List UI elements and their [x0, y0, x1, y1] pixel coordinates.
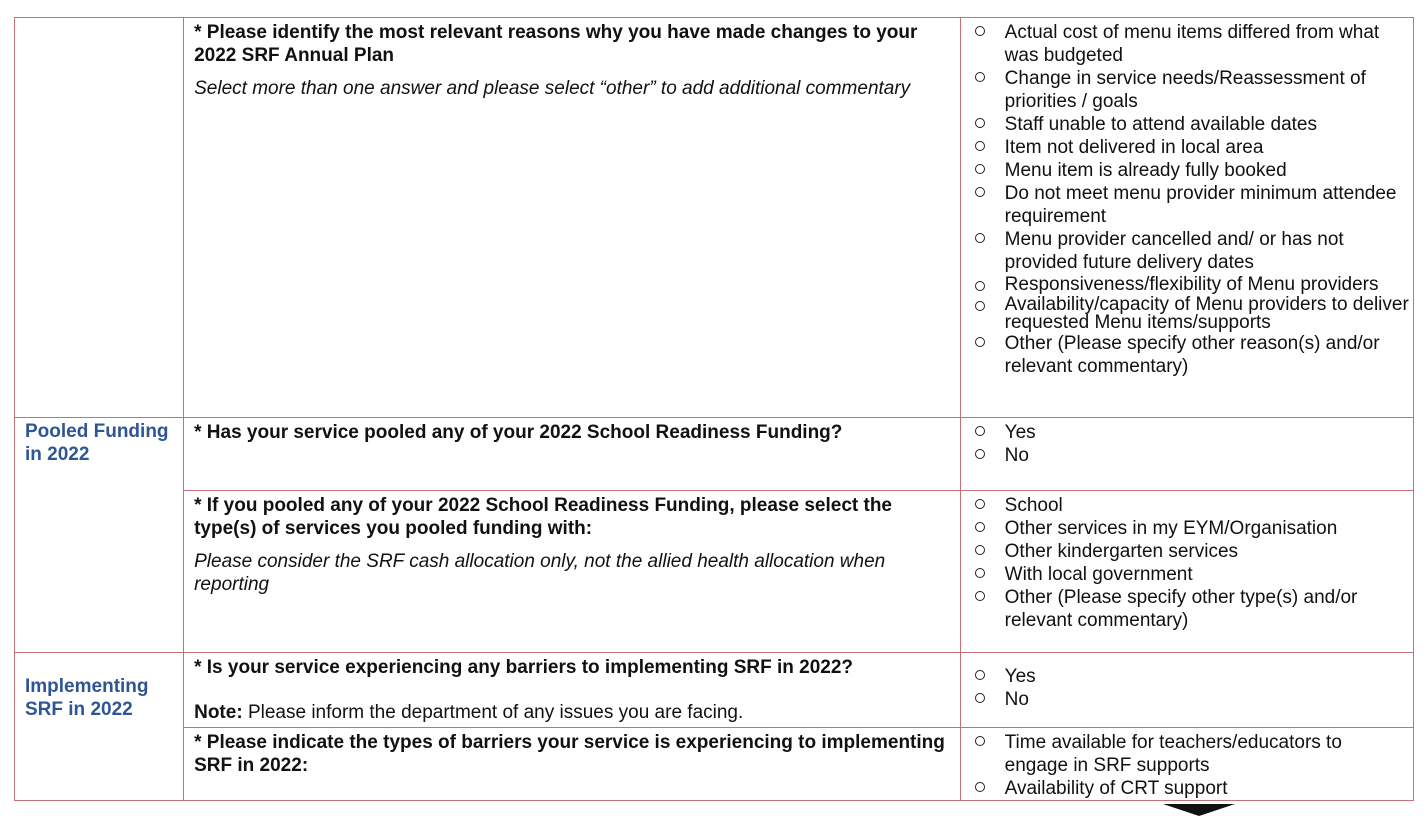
- option-label: Yes: [1004, 666, 1036, 687]
- options-cell: [960, 18, 1413, 418]
- option-item[interactable]: [1005, 276, 1409, 294]
- option-item[interactable]: [1005, 296, 1409, 332]
- option-label: Item not delivered in local area: [1004, 137, 1264, 158]
- section-title-implementing: Implementing SRF in 2022: [25, 676, 149, 720]
- option-item[interactable]: [1005, 421, 1409, 444]
- options-barriers: [961, 653, 1413, 711]
- options-cell: [960, 491, 1413, 653]
- option-label: Availability/capacity of Menu providers to deliver requested Menu items/supports: [1004, 294, 1409, 333]
- options-pooled-types: [961, 491, 1413, 632]
- radio-circle-icon[interactable]: [975, 118, 985, 128]
- radio-circle-icon[interactable]: [975, 164, 985, 174]
- row-barriers: [15, 653, 1414, 728]
- option-item[interactable]: [1005, 136, 1409, 159]
- radio-circle-icon[interactable]: [975, 281, 985, 291]
- option-item[interactable]: [1005, 563, 1409, 586]
- radio-circle-icon[interactable]: [975, 141, 985, 151]
- hint-reasons: Select more than one answer and please select “other” to add additional commentary: [194, 78, 911, 99]
- option-item[interactable]: [1005, 540, 1409, 563]
- row-barrier-types: [15, 728, 1414, 801]
- option-label: Menu provider cancelled and/ or has not provided future delivery dates: [1004, 229, 1344, 273]
- radio-circle-icon[interactable]: [975, 426, 985, 436]
- question-cell: [184, 18, 961, 418]
- radio-circle-icon[interactable]: [975, 693, 985, 703]
- question-barriers: * Is your service experiencing any barriers to implementing SRF in 2022?: [194, 657, 854, 678]
- option-item[interactable]: [1005, 21, 1409, 67]
- option-item[interactable]: [1005, 517, 1409, 540]
- option-label: Change in service needs/Reassessment of priorities / goals: [1004, 68, 1366, 112]
- radio-circle-icon[interactable]: [975, 499, 985, 509]
- option-item[interactable]: [1005, 731, 1409, 777]
- radio-circle-icon[interactable]: [975, 522, 985, 532]
- option-item[interactable]: [1005, 113, 1409, 136]
- options-reasons: [961, 18, 1413, 378]
- note-barriers: [194, 701, 952, 724]
- option-label: Do not meet menu provider minimum attendee requirement: [1004, 183, 1397, 227]
- note-label: Note:: [194, 702, 243, 723]
- section-title-pooled: Pooled Funding in 2022: [25, 421, 169, 465]
- section-cell-empty: [15, 18, 184, 418]
- radio-circle-icon[interactable]: [975, 545, 985, 555]
- row-pooled: [15, 418, 1414, 491]
- option-label: No: [1004, 445, 1029, 466]
- page-corner-decoration: [1163, 804, 1235, 816]
- option-item[interactable]: [1005, 182, 1409, 228]
- radio-circle-icon[interactable]: [975, 72, 985, 82]
- option-label: Yes: [1004, 422, 1036, 443]
- options-cell: [960, 418, 1413, 491]
- section-cell: [15, 653, 184, 801]
- option-label: Time available for teachers/educators to engage in SRF supports: [1004, 732, 1342, 776]
- radio-circle-icon[interactable]: [975, 568, 985, 578]
- hint-pooled-types: Please consider the SRF cash allocation only, not the allied health allocation when reporting: [194, 551, 886, 595]
- option-item[interactable]: [1005, 67, 1409, 113]
- survey-table: [14, 17, 1414, 801]
- section-cell: [15, 418, 184, 653]
- option-label: Availability of CRT support: [1004, 778, 1228, 799]
- radio-circle-icon[interactable]: [975, 233, 985, 243]
- option-item[interactable]: [1005, 777, 1409, 800]
- question-cell: [184, 418, 961, 491]
- radio-circle-icon[interactable]: [975, 591, 985, 601]
- option-item[interactable]: [1005, 332, 1409, 378]
- option-item[interactable]: [1005, 228, 1409, 274]
- option-label: Other (Please specify other type(s) and/or relevant commentary): [1004, 587, 1358, 631]
- question-pooled-types: * If you pooled any of your 2022 School Readiness Funding, please select the type(s) of services you pooled funding with:: [194, 495, 892, 539]
- radio-circle-icon[interactable]: [975, 187, 985, 197]
- option-label: School: [1004, 495, 1063, 516]
- options-cell: [960, 653, 1413, 728]
- note-text: Please inform the department of any issues you are facing.: [242, 702, 744, 723]
- radio-circle-icon[interactable]: [975, 26, 985, 36]
- option-label: No: [1004, 689, 1029, 710]
- question-reasons: * Please identify the most relevant reasons why you have made changes to your 2022 SRF Annual Plan: [194, 22, 918, 66]
- radio-circle-icon[interactable]: [975, 782, 985, 792]
- row-reasons: [15, 18, 1414, 418]
- option-label: Responsiveness/flexibility of Menu providers: [1004, 274, 1379, 295]
- option-item[interactable]: [1005, 586, 1409, 632]
- options-pooled: [961, 418, 1413, 467]
- question-barrier-types: * Please indicate the types of barriers your service is experiencing to implementing SRF in 2022:: [194, 732, 945, 776]
- option-label: Menu item is already fully booked: [1004, 160, 1287, 181]
- option-label: Actual cost of menu items differed from what was budgeted: [1004, 22, 1380, 66]
- option-item[interactable]: [1005, 444, 1409, 467]
- option-item[interactable]: [1005, 494, 1409, 517]
- question-cell: [184, 653, 961, 728]
- option-label: Other services in my EYM/Organisation: [1004, 518, 1338, 539]
- question-cell: [184, 728, 961, 801]
- radio-circle-icon[interactable]: [975, 301, 985, 311]
- option-item[interactable]: [1005, 665, 1409, 688]
- radio-circle-icon[interactable]: [975, 670, 985, 680]
- option-label: Staff unable to attend available dates: [1004, 114, 1317, 135]
- question-pooled: * Has your service pooled any of your 2022 School Readiness Funding?: [194, 422, 843, 443]
- question-cell: [184, 491, 961, 653]
- option-item[interactable]: [1005, 688, 1409, 711]
- radio-circle-icon[interactable]: [975, 337, 985, 347]
- options-cell: [960, 728, 1413, 801]
- options-barrier-types: [961, 728, 1413, 800]
- option-label: Other (Please specify other reason(s) and/or relevant commentary): [1004, 333, 1380, 377]
- radio-circle-icon[interactable]: [975, 736, 985, 746]
- radio-circle-icon[interactable]: [975, 449, 985, 459]
- option-item[interactable]: [1005, 159, 1409, 182]
- row-pooled-types: [15, 491, 1414, 653]
- option-label: Other kindergarten services: [1004, 541, 1239, 562]
- option-label: With local government: [1004, 564, 1193, 585]
